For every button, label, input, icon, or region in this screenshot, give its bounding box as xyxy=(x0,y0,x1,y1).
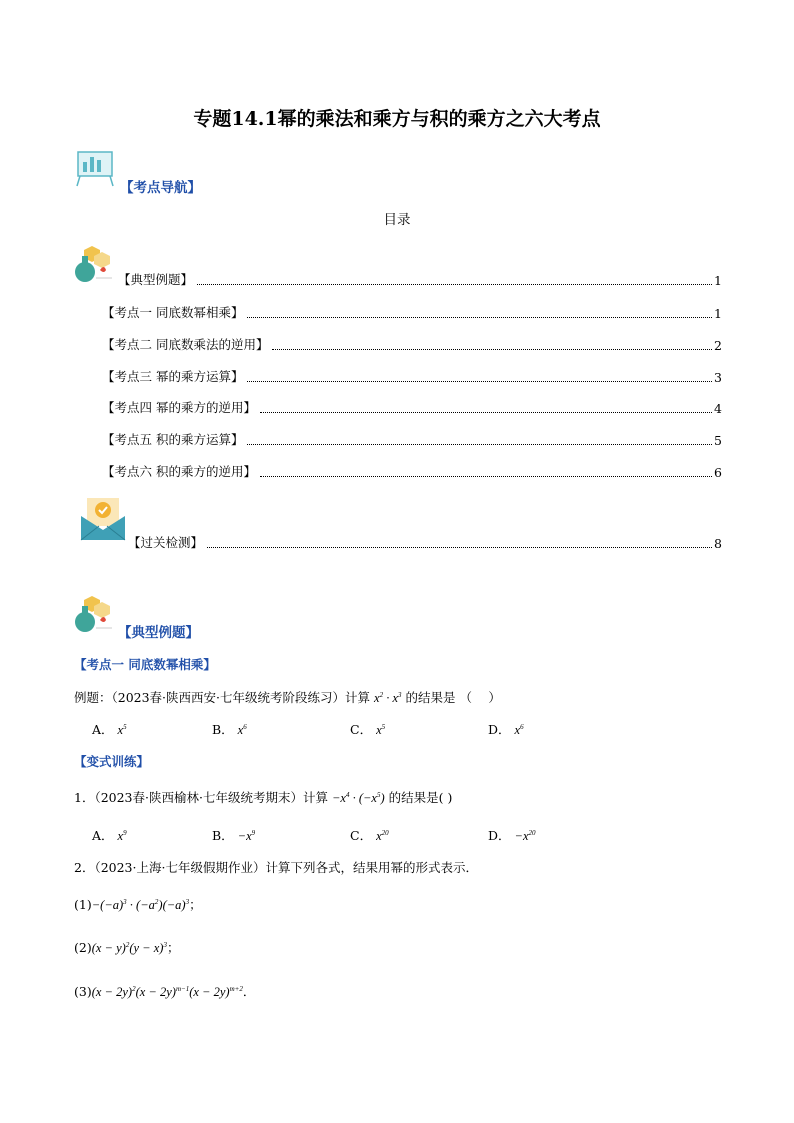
toc-page: 1 xyxy=(714,273,722,288)
document-title: 专题14.1幂的乘法和乘方与积的乘方之六大考点 xyxy=(193,108,601,130)
q1-suffix: 的结果是( ) xyxy=(388,790,453,805)
toc-row[interactable] xyxy=(102,464,722,480)
toc-row[interactable] xyxy=(118,272,722,288)
toc-row[interactable] xyxy=(128,535,722,551)
toc-label: 【典型例题】 xyxy=(118,272,194,287)
example-question xyxy=(74,688,501,706)
toc-row[interactable] xyxy=(102,369,722,385)
question-2-part-1: $(1)-(-a)^3 \cdot (-a^2)(-a)^3$； xyxy=(74,897,202,912)
toc-row[interactable] xyxy=(102,337,722,353)
toc-page: 1 xyxy=(714,306,722,321)
option-d[interactable]: D． $-x^{20}$ xyxy=(488,828,536,843)
option-b[interactable]: B． $x^6$ xyxy=(212,722,247,737)
toc-row[interactable] xyxy=(102,305,722,321)
example-prefix: 例题：（2023春·陕西西安·七年级统考阶段练习）计算 xyxy=(74,690,371,705)
example-suffix: 的结果是 （ ） xyxy=(405,690,501,705)
toc-label: 【考点三 幂的乘方运算】 xyxy=(102,369,244,384)
toc-label: 【考点四 幂的乘方的逆用】 xyxy=(102,400,256,415)
toc-label: 【考点五 积的乘方运算】 xyxy=(102,432,244,447)
toc-row[interactable] xyxy=(102,400,722,416)
option-a[interactable]: A． $x^9$ xyxy=(92,828,127,843)
toc-page: 6 xyxy=(714,465,722,480)
toc-row[interactable] xyxy=(102,432,722,448)
q1-prefix: 1．（2023春·陕西榆林·七年级统考期末）计算 xyxy=(74,790,328,805)
toc-page: 3 xyxy=(714,370,722,385)
question-2-part-3: $(3)(x - 2y)^2(x - 2y)^{m-1}(x - 2y)^{m+2}$． xyxy=(74,984,256,999)
flask-icon xyxy=(70,244,116,284)
option-b[interactable]: B． $-x^9$ xyxy=(212,828,256,843)
toc-label: 【考点二 同底数乘法的逆用】 xyxy=(102,337,269,352)
option-a[interactable]: A． $x^5$ xyxy=(92,722,127,737)
kaodian-heading: 【考点一 同底数幂相乘】 xyxy=(74,657,216,672)
section-heading: 【典型例题】 xyxy=(118,625,199,641)
toc-page: 8 xyxy=(714,536,722,551)
envelope-check-icon xyxy=(79,496,127,542)
flask-icon xyxy=(70,594,116,634)
question-2-part-2: $(2)(x - y)^2(y - x)^3$； xyxy=(74,940,180,955)
option-c[interactable]: C． $x^{20}$ xyxy=(350,828,389,843)
variant-heading: 【变式训练】 xyxy=(74,754,150,769)
option-d[interactable]: D． $x^6$ xyxy=(488,722,524,737)
example-expression: $x^2 \cdot x^3$ xyxy=(374,690,402,705)
question-2: 2．（2023·上海·七年级假期作业）计算下列各式，结果用幂的形式表示． xyxy=(74,860,478,875)
toc-page: 5 xyxy=(714,433,722,448)
toc-label: 【考点六 积的乘方的逆用】 xyxy=(102,464,256,479)
toc-page: 2 xyxy=(714,338,722,353)
option-c[interactable]: C． $x^5$ xyxy=(350,722,386,737)
nav-heading: 【考点导航】 xyxy=(120,180,201,196)
toc-heading: 目录 xyxy=(383,212,411,228)
toc-label: 【考点一 同底数幂相乘】 xyxy=(102,305,244,320)
presentation-board-icon xyxy=(74,148,116,188)
toc-label: 【过关检测】 xyxy=(128,535,204,550)
question-1 xyxy=(74,788,452,806)
q1-expression: $-x^4 \cdot (-x^5)$ xyxy=(331,790,385,805)
toc-page: 4 xyxy=(714,401,722,416)
